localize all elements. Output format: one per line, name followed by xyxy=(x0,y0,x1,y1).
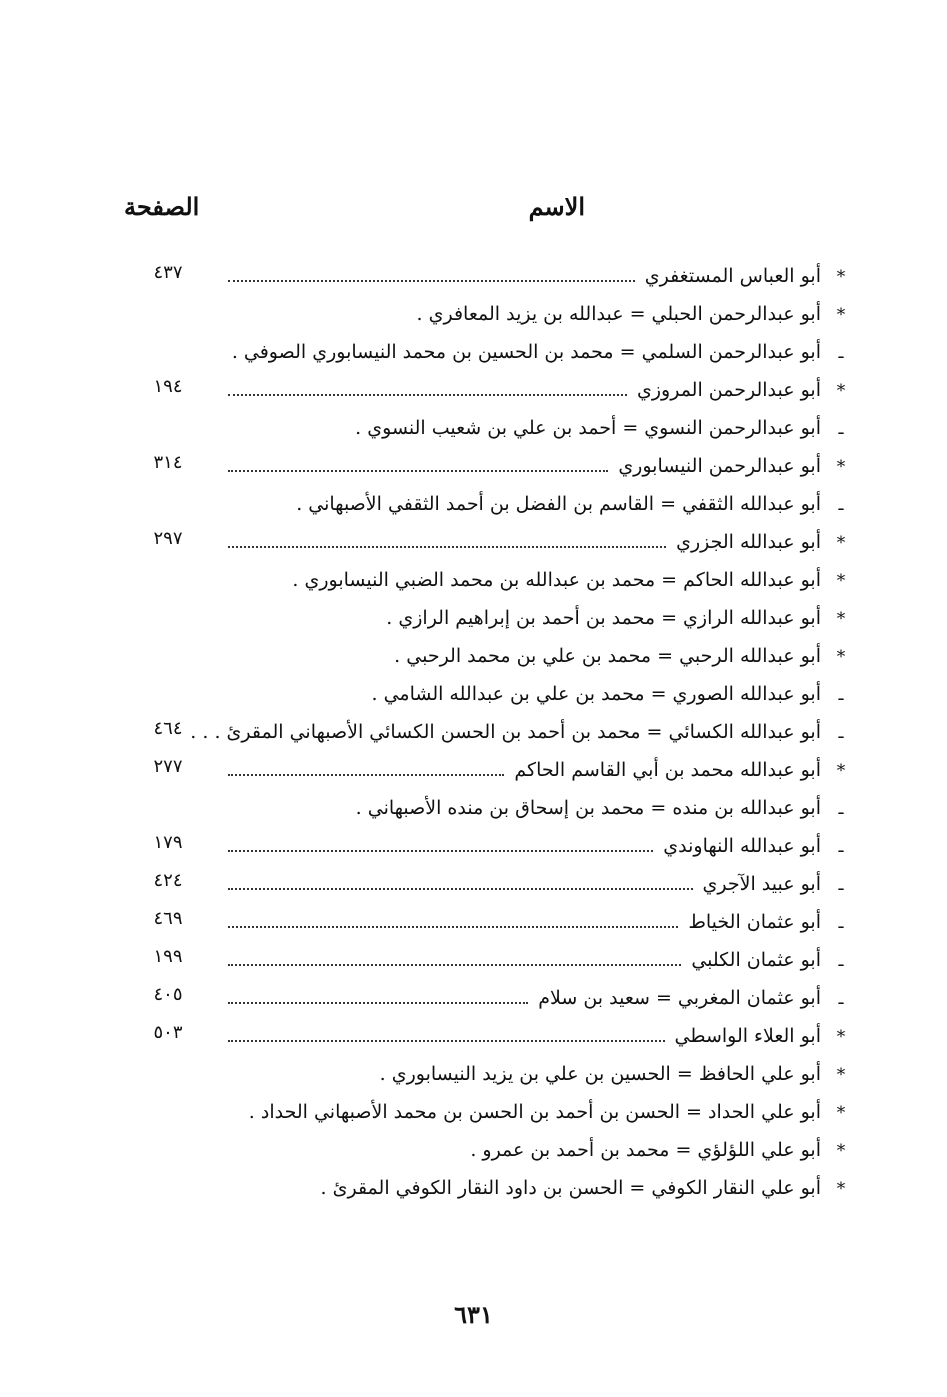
index-entry xyxy=(0,486,947,524)
dash-marker-icon: ـ xyxy=(838,799,844,819)
entry-name: أبو علي اللؤلؤي = محمد بن أحمد بن عمرو . xyxy=(470,1139,821,1161)
entry-name: أبو عبدالرحمن النيسابوري xyxy=(618,455,821,477)
index-entry xyxy=(0,296,947,334)
index-entry xyxy=(0,942,947,980)
entry-page-number: ٢٧٧ xyxy=(153,756,183,777)
entry-name: أبو علي الحداد = الحسن بن أحمد بن الحسن بن محمد الأصبهاني الحداد . xyxy=(248,1101,821,1123)
dash-marker-icon: ـ xyxy=(838,837,844,857)
entry-name: أبو عبدالله الثقفي = القاسم بن الفضل بن أحمد الثقفي الأصبهاني . xyxy=(296,493,821,515)
index-entry xyxy=(0,448,947,486)
dot-leader xyxy=(228,926,678,928)
asterisk-marker-icon: * xyxy=(836,381,846,401)
entry-page-number: ٥٠٣ xyxy=(153,1022,183,1043)
entry-page-number: ٤٦٤ xyxy=(153,718,183,739)
index-entry xyxy=(0,828,947,866)
entry-name: أبو عبدالرحمن السلمي = محمد بن الحسين بن محمد النيسابوري الصوفي . xyxy=(231,341,821,363)
asterisk-marker-icon: * xyxy=(836,533,846,553)
dot-leader xyxy=(228,850,653,852)
index-entry xyxy=(0,638,947,676)
asterisk-marker-icon: * xyxy=(836,267,846,287)
asterisk-marker-icon: * xyxy=(836,305,846,325)
dot-leader xyxy=(228,1040,665,1042)
index-entry xyxy=(0,980,947,1018)
asterisk-marker-icon: * xyxy=(836,571,846,591)
dash-marker-icon: ـ xyxy=(838,875,844,895)
asterisk-marker-icon: * xyxy=(836,1179,846,1199)
entry-page-number: ١٧٩ xyxy=(153,832,183,853)
entry-name: أبو علي النقار الكوفي = الحسن بن داود النقار الكوفي المقرئ . xyxy=(320,1177,821,1199)
index-entry xyxy=(0,714,947,752)
asterisk-marker-icon: * xyxy=(836,1103,846,1123)
entry-name: أبو عبدالله النهاوندي xyxy=(663,835,821,857)
entry-name: أبو عثمان الخياط xyxy=(688,911,821,933)
index-entry xyxy=(0,866,947,904)
index-entry xyxy=(0,524,947,562)
dot-leader xyxy=(228,470,608,472)
asterisk-marker-icon: * xyxy=(836,457,846,477)
entry-page-number: ٤٦٩ xyxy=(153,908,183,929)
dot-leader xyxy=(228,774,504,776)
index-entry xyxy=(0,790,947,828)
dot-leader xyxy=(228,964,681,966)
entry-page-number: ١٩٤ xyxy=(153,376,183,397)
asterisk-marker-icon: * xyxy=(836,609,846,629)
dash-marker-icon: ـ xyxy=(838,951,844,971)
entry-page-number: ١٩٩ xyxy=(153,946,183,967)
entry-name: أبو عبدالرحمن الحبلي = عبدالله بن يزيد المعافري . xyxy=(416,303,821,325)
entry-name: أبو عبدالله الرحبي = محمد بن علي بن محمد الرحبي . xyxy=(394,645,821,667)
dot-leader xyxy=(228,394,627,396)
entry-name: أبو عبدالرحمن المروزي xyxy=(636,379,821,401)
entry-name: أبو عبدالرحمن النسوي = أحمد بن علي بن شعيب النسوي . xyxy=(355,417,821,439)
entry-name: أبو عبدالله الرازي = محمد بن أحمد بن إبراهيم الرازي . xyxy=(386,607,821,629)
entry-page-number: ٤٢٤ xyxy=(153,870,183,891)
name-column-header: الاسم xyxy=(528,192,585,221)
dash-marker-icon: ـ xyxy=(838,495,844,515)
index-entry xyxy=(0,1056,947,1094)
entry-name: أبو عثمان الكلبي xyxy=(691,949,821,971)
entry-name: أبو عبيد الآجري xyxy=(702,873,821,895)
dash-marker-icon: ـ xyxy=(838,723,844,743)
entry-name: أبو عبدالله بن منده = محمد بن إسحاق بن منده الأصبهاني . xyxy=(355,797,821,819)
dot-leader xyxy=(228,280,635,282)
page-column-header: الصفحة xyxy=(124,192,200,221)
index-entry xyxy=(0,334,947,372)
index-entry xyxy=(0,904,947,942)
index-entry xyxy=(0,1094,947,1132)
entry-name: أبو العلاء الواسطي xyxy=(674,1025,821,1047)
entry-name: أبو عثمان المغربي = سعيد بن سلام xyxy=(538,987,821,1009)
asterisk-marker-icon: * xyxy=(836,761,846,781)
asterisk-marker-icon: * xyxy=(836,1027,846,1047)
asterisk-marker-icon: * xyxy=(836,1141,846,1161)
dot-leader xyxy=(228,888,693,890)
index-entry xyxy=(0,1132,947,1170)
index-entry xyxy=(0,600,947,638)
entry-page-number: ٤٣٧ xyxy=(153,262,183,283)
entry-name: أبو عبدالله الصوري = محمد بن علي بن عبدالله الشامي . xyxy=(371,683,821,705)
index-entry xyxy=(0,752,947,790)
index-entry xyxy=(0,1170,947,1208)
page-number: ٦٣١ xyxy=(454,1300,493,1329)
entry-name: أبو عبدالله الجزري xyxy=(676,531,821,553)
index-entry xyxy=(0,676,947,714)
entry-page-number: ٢٩٧ xyxy=(153,528,183,549)
entry-name: أبو عبدالله محمد بن أبي القاسم الحاكم xyxy=(514,759,821,781)
entry-name: أبو عبدالله الكسائي = محمد بن أحمد بن الحسن الكسائي الأصبهاني المقرئ . . . xyxy=(190,721,821,743)
index-entry xyxy=(0,372,947,410)
index-entry xyxy=(0,410,947,448)
entry-page-number: ٣١٤ xyxy=(153,452,183,473)
index-entry xyxy=(0,258,947,296)
entry-name: أبو العباس المستغفري xyxy=(644,265,821,287)
asterisk-marker-icon: * xyxy=(836,1065,846,1085)
dash-marker-icon: ـ xyxy=(838,989,844,1009)
dash-marker-icon: ـ xyxy=(838,343,844,363)
entry-name: أبو علي الحافظ = الحسين بن علي بن يزيد النيسابوري . xyxy=(379,1063,821,1085)
dash-marker-icon: ـ xyxy=(838,913,844,933)
index-entry xyxy=(0,562,947,600)
entry-name: أبو عبدالله الحاكم = محمد بن عبدالله بن محمد الضبي النيسابوري . xyxy=(292,569,821,591)
index-entries-list xyxy=(0,258,947,1208)
dot-leader xyxy=(228,1002,528,1004)
entry-page-number: ٤٠٥ xyxy=(153,984,183,1005)
index-entry xyxy=(0,1018,947,1056)
dash-marker-icon: ـ xyxy=(838,419,844,439)
asterisk-marker-icon: * xyxy=(836,647,846,667)
dot-leader xyxy=(228,546,666,548)
dash-marker-icon: ـ xyxy=(838,685,844,705)
